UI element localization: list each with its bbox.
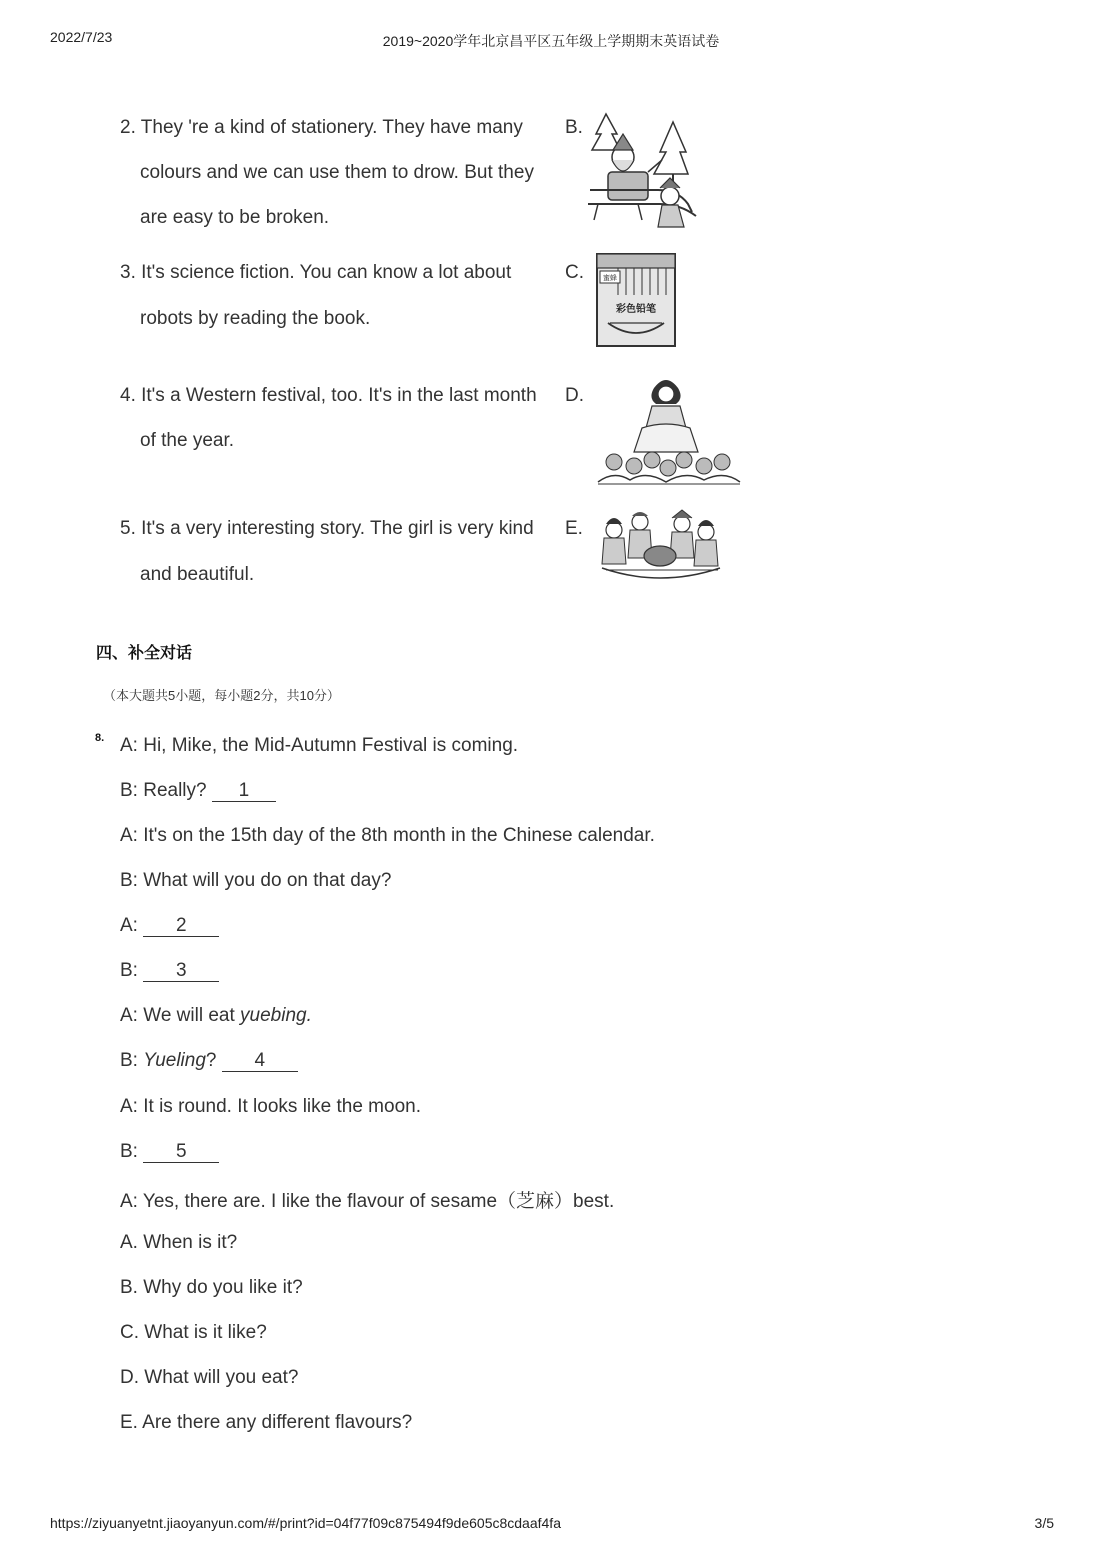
dialogue-italic-text: Yueling [143,1050,206,1071]
item-line: 4. It's a Western festival, too. It's in the last month [120,385,537,406]
picture-thanksgiving-dinner [598,508,723,588]
dialogue-line [120,915,219,937]
option-label-b: B. [565,117,583,138]
dialogue-line [120,960,219,982]
header-title: 2019~2020学年北京昌平区五年级上学期期末英语试卷 [382,33,720,49]
option-label-e: E. [565,518,583,539]
item-line: 5. It's a very interesting story. The girl is very kind [120,518,534,539]
item-line: colours and we can use them to drow. But they [140,162,534,183]
dialogue-line: A: It's on the 15th day of the 8th month in the Chinese calendar. [120,825,655,846]
item-line: are easy to be broken. [140,207,330,228]
footer-url[interactable]: https://ziyuanyetnt.jiaoyanyun.com/#/print?id=04f77f09c875494f9de605c8cdaaf4fa [50,1515,561,1531]
dialogue-italic-text: yuebing. [240,1005,312,1026]
dialogue-line: A: Hi, Mike, the Mid-Autumn Festival is coming. [120,735,519,756]
header-date: 2022/7/23 [50,29,113,45]
dialogue-line [120,1005,312,1027]
picture-snow-white-dwarfs [594,370,744,490]
dialogue-line [120,1050,298,1072]
dialogue-text: B: [120,1050,138,1071]
dialogue-text: B: Really? [120,780,207,801]
item-line: and beautiful. [140,564,255,585]
picture-colour-pencils [594,251,678,351]
dialogue-text: B: [120,1141,138,1162]
answer-option-b: B. Why do you like it? [120,1277,303,1298]
question-number: 8. [95,732,105,744]
answer-blank-1: 1 [212,781,276,802]
page-number: 3/5 [1034,1515,1054,1531]
item-line: of the year. [140,430,235,451]
answer-blank-2: 2 [143,916,219,937]
answer-option-c: C. What is it like? [120,1322,267,1343]
answer-option-a: A. When is it? [120,1232,238,1253]
answer-option-e: E. Are there any different flavours? [120,1412,413,1433]
answer-blank-3: 3 [143,961,219,982]
section-note: （本大题共5小题，每小题2分，共10分） [103,688,340,703]
picture-santa-sleigh [588,112,706,232]
dialogue-text: A: [120,915,138,936]
option-label-c: C. [565,262,584,283]
answer-blank-4: 4 [222,1051,298,1072]
pencil-box-brand: 蜜蜂 [603,274,617,282]
section-title: 四、补全对话 [96,645,193,662]
dialogue-line: B: What will you do on that day? [120,870,392,891]
dialogue-text: B: [120,960,138,981]
item-line: 3. It's science fiction. You can know a lot about [120,262,512,283]
pencil-box-label: 彩色铅笔 [616,304,656,315]
dialogue-line [120,1141,219,1163]
dialogue-line: A: Yes, there are. I like the flavour of sesame（芝麻）best. [120,1191,615,1212]
option-label-d: D. [565,385,584,406]
item-line: robots by reading the book. [140,308,371,329]
dialogue-line: A: It is round. It looks like the moon. [120,1096,421,1117]
answer-option-d: D. What will you eat? [120,1367,299,1388]
item-line: 2. They 're a kind of stationery. They have many [120,117,523,138]
answer-blank-5: 5 [143,1142,219,1163]
dialogue-text: A: We will eat [120,1005,235,1026]
dialogue-text: ? [205,1050,217,1071]
dialogue-line [120,780,276,802]
